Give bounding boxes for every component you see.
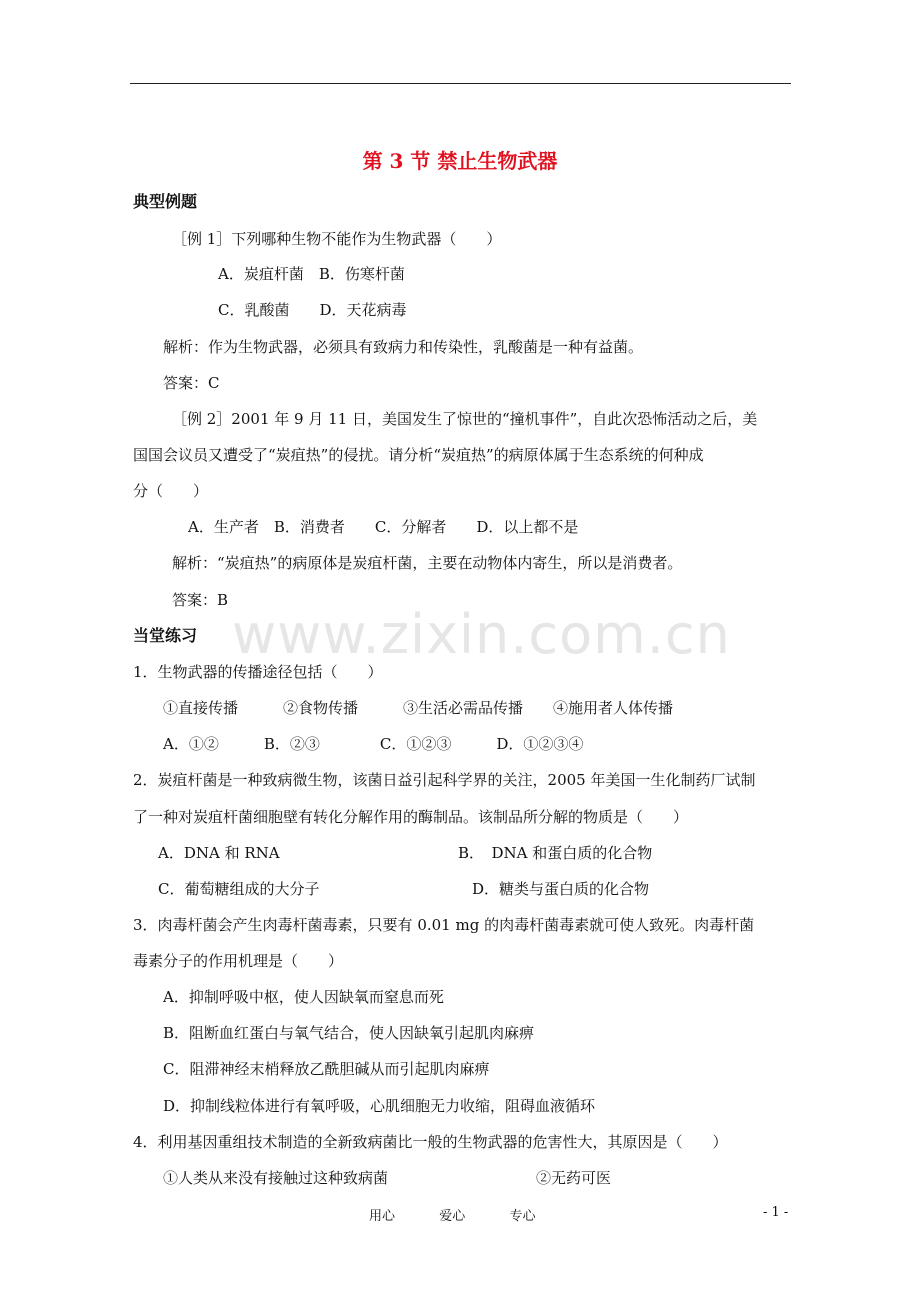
example2-question-line2: 国国会议员又遭受了“炭疽热”的侵扰。请分析“炭疽热”的病原体属于生态系统的何种成: [133, 446, 704, 464]
example2-answer: 答案：B: [172, 591, 229, 609]
q2-stem-line1: 2．炭疽杆菌是一种致病微生物，该菌日益引起科学界的关注，2005 年美国一生化制药厂试制: [133, 771, 756, 789]
examples-heading: 典型例题: [133, 192, 198, 211]
example2-question-line1: ［例 2］2001 年 9 月 11 日，美国发生了惊世的“撞机事件”，自此次恐怖活动之后，美: [172, 410, 758, 428]
watermark: www.zixin.com.cn: [232, 603, 731, 666]
example2-analysis: 解析：“炭疽热”的病原体是炭疽杆菌，主要在动物体内寄生，所以是消费者。: [172, 554, 683, 572]
q2-stem-line2: 了一种对炭疽杆菌细胞壁有转化分解作用的酶制品。该制品所分解的物质是（ ）: [133, 808, 689, 826]
q3-option-d: D．抑制线粒体进行有氧呼吸，心肌细胞无力收缩，阻碍血液循环: [163, 1097, 596, 1115]
practice-heading: 当堂练习: [133, 626, 198, 645]
q4-stem: 4．利用基因重组技术制造的全新致病菌比一般的生物武器的危害性大，其原因是（ ）: [133, 1133, 728, 1151]
q1-stem: 1．生物武器的传播途径包括（ ）: [133, 663, 383, 681]
q2-option-d: D．糖类与蛋白质的化合物: [472, 880, 650, 898]
q2-option-c: C．葡萄糖组成的大分子: [158, 880, 320, 898]
example1-options-row1: A．炭疽杆菌 B．伤寒杆菌: [218, 265, 405, 283]
q3-stem-line2: 毒素分子的作用机理是（ ）: [133, 952, 344, 970]
page-number: - 1 -: [763, 1205, 789, 1220]
q4-item1: ①人类从来没有接触过这种致病菌: [163, 1169, 389, 1187]
example1-question: ［例 1］下列哪种生物不能作为生物武器（ ）: [172, 230, 502, 248]
example1-options-row2: C．乳酸菌 D．天花病毒: [218, 301, 407, 319]
q1-items: ①直接传播 ②食物传播 ③生活必需品传播 ④施用者人体传播: [163, 699, 674, 717]
page-title: 第 3 节 禁止生物武器: [362, 149, 558, 173]
q3-option-c: C．阻滞神经末梢释放乙酰胆碱从而引起肌肉麻痹: [163, 1060, 490, 1078]
example2-question-line3: 分（ ）: [133, 482, 209, 500]
q2-option-b: B． DNA 和蛋白质的化合物: [458, 844, 653, 862]
header-rule: [130, 83, 791, 84]
q2-option-a: A．DNA 和 RNA: [158, 844, 280, 862]
q4-item2: ②无药可医: [536, 1169, 612, 1187]
footer-motto: 用心 爱心 专心: [369, 1209, 536, 1224]
q1-options: A．①② B．②③ C．①②③ D．①②③④: [163, 735, 584, 753]
q3-option-b: B．阻断血红蛋白与氧气结合，使人因缺氧引起肌肉麻痹: [163, 1024, 535, 1042]
example2-options: A．生产者 B．消费者 C．分解者 D．以上都不是: [188, 518, 579, 536]
example1-analysis: 解析：作为生物武器，必须具有致病力和传染性，乳酸菌是一种有益菌。: [163, 338, 644, 356]
q3-stem-line1: 3．肉毒杆菌会产生肉毒杆菌毒素，只要有 0.01 mg 的肉毒杆菌毒素就可使人致死。肉毒杆菌: [133, 916, 755, 934]
example1-answer: 答案：C: [163, 374, 220, 392]
q3-option-a: A．抑制呼吸中枢，使人因缺氧而窒息而死: [163, 988, 444, 1006]
